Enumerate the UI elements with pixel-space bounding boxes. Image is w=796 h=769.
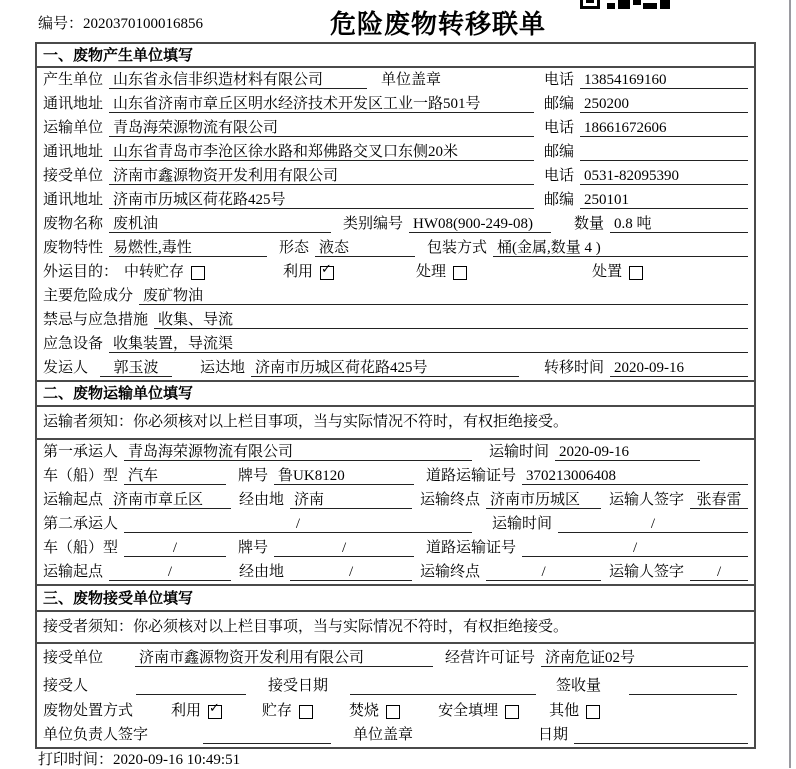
vehicle2-type-value: / [124,539,226,557]
disposal-option-other [549,703,600,720]
dispatcher-value: 郭玉波 [100,359,172,377]
vehicle1-license-label: 道路运输证号 [426,468,517,484]
receiver-phone-value: 0531-82095390 [580,167,748,185]
carrier2-value: / [124,515,472,533]
route2-end-label: 运输终点 [420,564,481,580]
waste-qty-value: 0.8 吨 [610,215,748,233]
responsible-sign-value [203,726,331,744]
transporter-phone-label: 电话 [543,120,574,136]
waste-category-value: HW08(900-249-08) [409,215,551,233]
unit-seal2-label: 单位盖章 [353,727,414,743]
transporter-address-value: 山东省青岛市李沧区徐水路和郑佛路交叉口东侧20米 [109,143,534,161]
receiver-unit-row [37,164,754,188]
generator-address-row [37,92,754,116]
checkbox-icon [505,705,519,719]
generator-phone-value: 13854169160 [580,71,748,89]
checkbox-checked-icon [320,262,334,280]
emergency-equipment-label: 应急设备 [43,336,104,352]
checkbox-icon [386,705,400,719]
waste-traits-row [37,236,754,260]
recv-unit-value: 济南市鑫源物资开发利用有限公司 [135,649,433,667]
waste-name-label: 废物名称 [43,216,104,232]
purpose-option-use-label: 利用 [283,264,314,280]
disposal-option-landfill-label: 安全填埋 [438,703,499,719]
main-hazard-value: 废矿物油 [139,287,748,305]
purpose-option-transfer [124,264,205,281]
route1-end-value: 济南市历城区 [486,491,601,509]
disposal-option-use [171,703,222,720]
unit-seal-label: 单位盖章 [381,72,442,88]
purpose-option-dispose-label: 处置 [592,264,623,280]
vehicle2-row [37,536,754,560]
print-time-line [38,748,240,769]
receiver-address-label: 通讯地址 [43,192,104,208]
route1-via-value: 济南 [290,491,412,509]
emergency-equipment-row [37,332,754,356]
vehicle2-license-label: 道路运输证号 [426,540,517,556]
generator-unit-row [37,68,754,92]
transporter-unit-row [37,116,754,140]
vehicle1-plate-value: 鲁UK8120 [274,467,414,485]
destination-value: 济南市历城区荷花路425号 [251,359,519,377]
emergency-equipment-value: 收集装置，导流渠 [109,335,748,353]
purpose-option-use [283,264,334,281]
responsible-sign-label: 单位负责人签字 [43,727,149,743]
waste-form-value: 液态 [315,239,415,257]
carrier2-row [37,512,754,536]
vehicle1-type-value: 汽车 [124,467,226,485]
page-right-edge [789,0,791,768]
vehicle1-license-value: 370213006408 [522,467,748,485]
disposal-option-store [262,703,313,720]
serial-value: 2020370100016856 [83,16,204,32]
checkbox-icon [191,266,205,280]
waste-traits-label: 废物特性 [43,240,104,256]
route2-via-label: 经由地 [239,564,285,580]
print-time-label: 打印时间： [38,752,114,768]
transporter-unit-label: 运输单位 [43,120,104,136]
checkbox-checked-icon [208,701,222,719]
route2-sign-label: 运输人签字 [609,564,685,580]
transfer-time-value: 2020-09-16 [610,359,748,377]
checkbox-icon [586,705,600,719]
receiver-unit-label: 接受单位 [43,168,104,184]
transporter-unit-value: 青岛海荣源物流有限公司 [109,119,534,137]
disposal-option-other-label: 其他 [549,703,580,719]
recv-unit-label: 接受单位 [43,650,104,666]
generator-zip-label: 邮编 [543,96,574,112]
generator-address-value: 山东省济南市章丘区明水经济技术开发区工业一路501号 [109,95,534,113]
vehicle2-license-value: / [522,539,748,557]
disposal-row [37,698,754,723]
purpose-label: 外运目的： [43,264,119,280]
vehicle1-plate-label: 牌号 [238,468,269,484]
carrier1-time-label: 运输时间 [488,444,549,460]
print-time-value: 2020-09-16 10:49:51 [113,752,241,768]
route1-row [37,488,754,512]
emergency-measures-value: 收集、导流 [154,311,748,329]
route2-sign-value: / [690,563,748,581]
section2-header: 二、废物运输单位填写 [37,380,754,407]
waste-pack-value: 桶(金属,数量 4 ) [493,239,748,257]
serial-number-line [38,12,203,33]
checkbox-mark: ✓ [209,701,220,716]
purpose-option-treat-label: 处理 [416,264,447,280]
generator-unit-label: 产生单位 [43,72,104,88]
disposal-option-burn [349,703,400,720]
purpose-row [37,260,754,284]
sign-date-value [574,726,748,744]
vehicle2-plate-value: / [274,539,414,557]
responsible-sign-row [37,723,754,747]
route1-sign-label: 运输人签字 [609,492,685,508]
waste-form-label: 形态 [279,240,310,256]
dispatcher-label: 发运人 [43,360,89,376]
carrier2-time-label: 运输时间 [491,516,552,532]
route1-sign-value: 张春雷 [690,491,748,509]
generator-address-label: 通讯地址 [43,96,104,112]
qr-code-fragment-icon [580,0,672,9]
receiver-address-row [37,188,754,212]
receiver-zip-label: 邮编 [543,192,574,208]
disposal-option-store-label: 贮存 [262,703,293,719]
route2-end-value: / [486,563,601,581]
receiver-unit-value: 济南市鑫源物资开发利用有限公司 [109,167,534,185]
checkbox-icon [453,266,467,280]
recv-date-value [350,677,536,695]
emergency-measures-row [37,308,754,332]
transporter-phone-value: 18661672606 [580,119,748,137]
vehicle2-plate-label: 牌号 [238,540,269,556]
transporter-notice: 运输者须知：你必须核对以上栏目事项，当与实际情况不符时，有权拒绝接受。 [37,407,754,440]
waste-name-value: 废机油 [109,215,331,233]
route1-start-value: 济南市章丘区 [109,491,231,509]
generator-zip-value: 250200 [580,95,748,113]
receiver-zip-value: 250101 [580,191,748,209]
vehicle1-row [37,464,754,488]
disposal-option-use-label: 利用 [171,703,202,719]
carrier1-time-value: 2020-09-16 [555,443,700,461]
page-title: 危险废物转移联单 [330,10,547,40]
main-hazard-label: 主要危险成分 [43,288,134,304]
recv-date-label: 接受日期 [268,678,329,694]
destination-label: 运达地 [200,360,246,376]
waste-traits-value: 易燃性,毒性 [109,239,267,257]
purpose-option-treat [416,264,467,281]
purpose-option-transfer-label: 中转贮存 [124,264,185,280]
transporter-zip-label: 邮编 [543,144,574,160]
receiver-address-value: 济南市历城区荷花路425号 [109,191,534,209]
route1-start-label: 运输起点 [43,492,104,508]
waste-name-row [37,212,754,236]
checkbox-icon [629,266,643,280]
transfer-form-table [35,42,756,749]
route2-via-value: / [290,563,412,581]
carrier1-row [37,440,754,464]
generator-unit-value: 山东省永信非织造材料有限公司 [109,71,367,89]
recv-amount-value [629,677,737,695]
section1-header: 一、废物产生单位填写 [37,44,754,68]
carrier1-value: 青岛海荣源物流有限公司 [124,443,472,461]
section3-header: 三、废物接受单位填写 [37,584,754,612]
recv-amount-label: 签收量 [556,678,602,694]
disposal-option-burn-label: 焚烧 [349,703,380,719]
route2-row [37,560,754,584]
receiver-notice: 接受者须知：你必须核对以上栏目事项，当与实际情况不符时，有权拒绝接受。 [37,612,754,644]
carrier2-label: 第二承运人 [43,516,119,532]
carrier1-label: 第一承运人 [43,444,119,460]
emergency-measures-label: 禁忌与应急措施 [43,312,149,328]
purpose-option-dispose [592,264,643,281]
carrier2-time-value: / [558,515,748,533]
serial-label: 编号： [38,16,84,32]
route2-start-label: 运输起点 [43,564,104,580]
generator-phone-label: 电话 [543,72,574,88]
waste-pack-label: 包装方式 [427,240,488,256]
main-hazard-row [37,284,754,308]
waste-category-label: 类别编号 [343,216,404,232]
recv-unit-row [37,644,754,670]
vehicle2-type-label: 车（船）型 [43,540,119,556]
route1-via-label: 经由地 [239,492,285,508]
disposal-option-landfill [438,703,519,720]
receiver-phone-label: 电话 [543,168,574,184]
permit-value: 济南危证02号 [541,649,748,667]
recv-person-row [37,670,754,698]
vehicle1-type-label: 车（船）型 [43,468,119,484]
route2-start-value: / [109,563,231,581]
dispatch-row [37,356,754,380]
transporter-address-label: 通讯地址 [43,144,104,160]
recv-person-value [136,677,246,695]
transporter-zip-value [580,143,748,161]
sign-date-label: 日期 [538,727,569,743]
permit-label: 经营许可证号 [445,650,536,666]
checkbox-mark: ✓ [321,262,332,277]
disposal-label: 废物处置方式 [43,703,134,719]
transporter-address-row [37,140,754,164]
waste-qty-label: 数量 [573,216,604,232]
checkbox-icon [299,705,313,719]
route1-end-label: 运输终点 [420,492,481,508]
recv-person-label: 接受人 [43,678,89,694]
transfer-time-label: 转移时间 [543,360,604,376]
